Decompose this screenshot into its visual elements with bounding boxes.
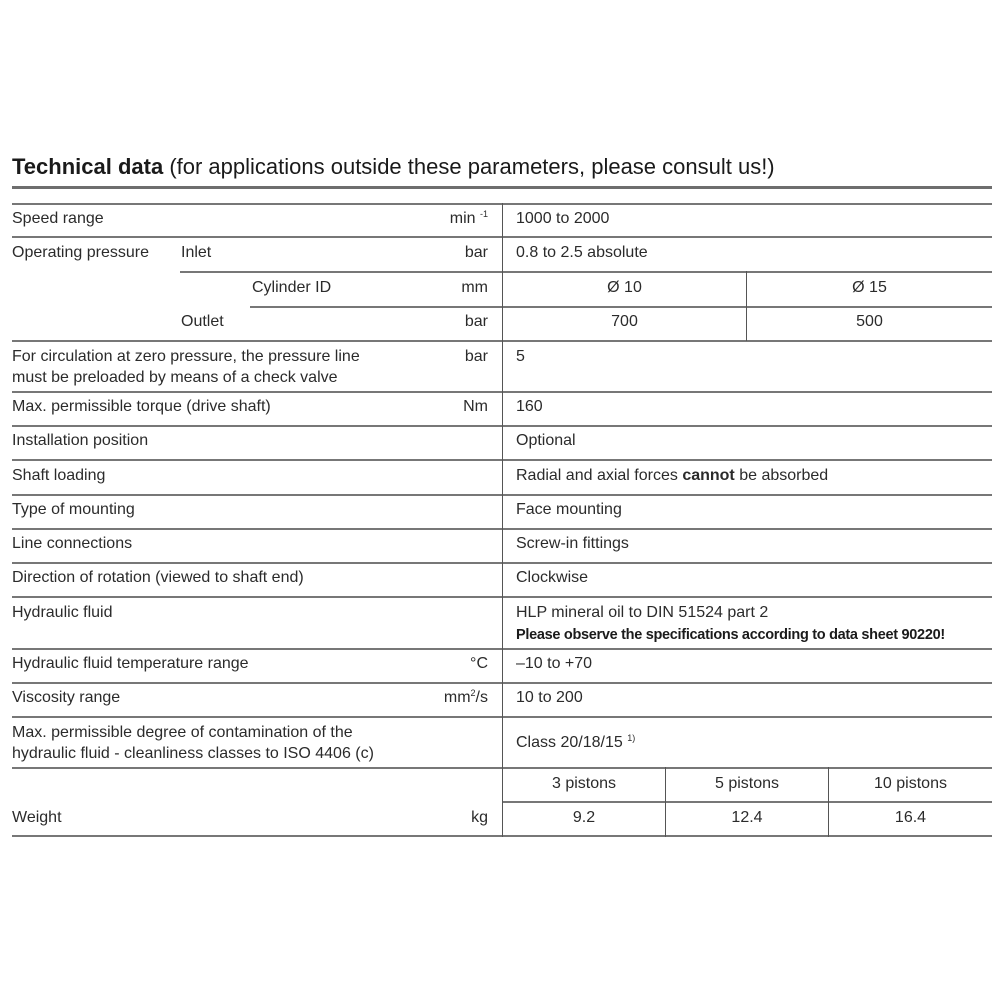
hydraulic-fluid-value-line2: Please observe the specifications according to data sheet 90220! (516, 627, 945, 643)
speed-range-value: 1000 to 2000 (516, 210, 610, 227)
circulation-label-line2: must be preloaded by means of a check valve (12, 369, 338, 386)
weight-value-2: 12.4 (731, 809, 763, 826)
shaft-loading-value (516, 466, 828, 486)
weight-header-2: 5 pistons (714, 775, 780, 792)
mounting-value: Face mounting (516, 501, 622, 518)
row-divider (250, 306, 992, 308)
rotation-value: Clockwise (516, 569, 589, 586)
torque-value: 160 (516, 398, 543, 415)
cylinder-id-label: Cylinder ID (252, 279, 332, 296)
row-divider (502, 801, 992, 803)
circulation-label-line1: For circulation at zero pressure, the pressure line (12, 348, 360, 365)
fluid-temp-value: –10 to +70 (516, 655, 593, 672)
outlet-value-1: 700 (611, 313, 638, 330)
speed-range-unit (380, 209, 488, 229)
value-emphasis: cannot (682, 467, 735, 484)
operating-pressure-label: Operating pressure (12, 244, 149, 261)
value-pre: Radial and axial forces (516, 467, 683, 484)
contamination-value (516, 733, 635, 753)
cylinder-id-value-1: Ø 10 (607, 279, 642, 296)
installation-label: Installation position (12, 432, 149, 449)
weight-unit: kg (471, 809, 488, 826)
weight-label: Weight (12, 809, 62, 826)
circulation-value: 5 (516, 348, 525, 365)
mounting-label: Type of mounting (12, 501, 135, 518)
footnote-marker: 1) (627, 733, 636, 743)
page-title (12, 154, 775, 180)
inlet-unit: bar (464, 244, 488, 261)
weight-value-3: 16.4 (894, 809, 927, 826)
fluid-temp-unit: °C (470, 655, 488, 672)
rotation-label: Direction of rotation (viewed to shaft end) (12, 569, 304, 586)
installation-value: Optional (516, 432, 576, 449)
fluid-temp-label: Hydraulic fluid temperature range (12, 655, 249, 672)
unit-base: min (449, 210, 480, 227)
torque-unit: Nm (463, 398, 488, 415)
circulation-unit: bar (464, 348, 488, 365)
title-bold: Technical data (12, 154, 164, 179)
viscosity-label: Viscosity range (12, 689, 121, 706)
row-divider (180, 271, 992, 273)
title-note: (for applications outside these parameters, please consult us!) (163, 154, 775, 179)
speed-range-label: Speed range (12, 210, 104, 227)
line-connections-label: Line connections (12, 535, 133, 552)
viscosity-value: 10 to 200 (516, 689, 583, 706)
weight-header-3: 10 pistons (874, 775, 947, 792)
value-post: be absorbed (734, 467, 829, 484)
outlet-unit: bar (464, 313, 488, 330)
shaft-loading-label: Shaft loading (12, 467, 106, 484)
weight-header-1: 3 pistons (551, 775, 617, 792)
torque-label: Max. permissible torque (drive shaft) (12, 398, 271, 415)
unit-base: mm (443, 689, 471, 706)
viscosity-unit (380, 688, 488, 708)
hydraulic-fluid-value-line1: HLP mineral oil to DIN 51524 part 2 (516, 604, 769, 621)
unit-sup: -1 (479, 209, 488, 219)
cylinder-id-value-2: Ø 15 (852, 279, 887, 296)
contamination-label-line2: hydraulic fluid - cleanliness classes to ISO 4406 (c) (12, 745, 374, 762)
inlet-value: 0.8 to 2.5 absolute (516, 244, 648, 261)
class-value: Class 20/18/15 (516, 734, 628, 751)
outlet-label: Outlet (181, 313, 224, 330)
cylinder-id-unit: mm (461, 279, 488, 296)
line-connections-value: Screw-in fittings (516, 535, 629, 552)
unit-post: /s (475, 689, 488, 706)
title-rule (12, 186, 992, 189)
weight-value-1: 9.2 (572, 809, 596, 826)
contamination-label-line1: Max. permissible degree of contamination of the (12, 724, 353, 741)
hydraulic-fluid-label: Hydraulic fluid (12, 604, 113, 621)
outlet-value-2: 500 (856, 313, 883, 330)
inlet-label: Inlet (181, 244, 212, 261)
unit-sup: 2 (470, 688, 476, 698)
column-divider (502, 203, 503, 837)
